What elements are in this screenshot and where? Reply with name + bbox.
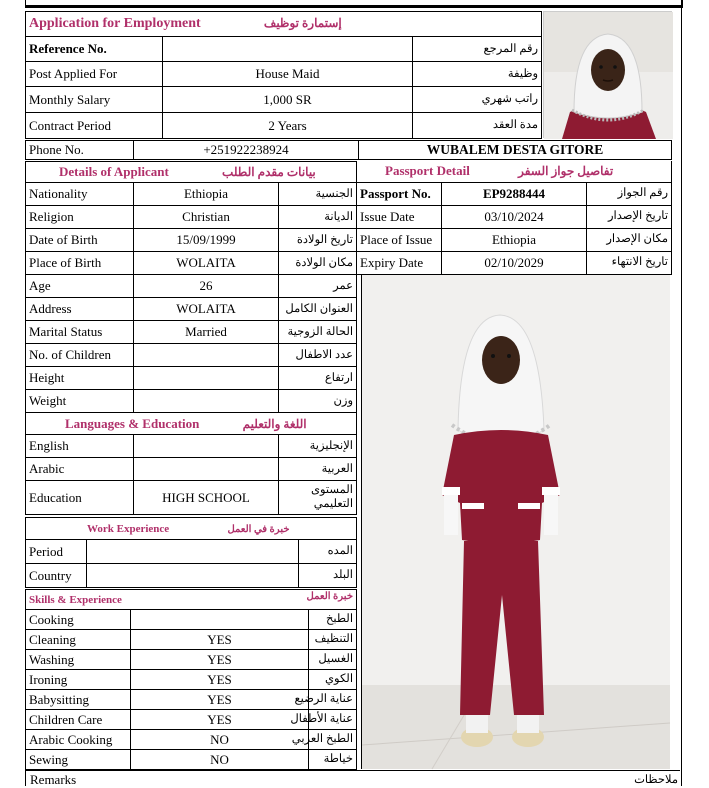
english-value bbox=[134, 435, 279, 458]
nationality-label: Nationality bbox=[26, 183, 134, 206]
sewing-label-ar: خياطة bbox=[309, 750, 357, 770]
age-label-ar: عمر bbox=[279, 275, 357, 298]
applicant-section-title: Details of Applicant bbox=[59, 164, 169, 180]
issue-date-label-ar: تاريخ الإصدار bbox=[587, 205, 672, 228]
country-label-ar: البلد bbox=[299, 564, 357, 588]
remarks-label-ar: ملاحظات bbox=[634, 774, 678, 786]
weight-value bbox=[134, 390, 279, 413]
sewing-label: Sewing bbox=[26, 750, 131, 770]
marital-label-ar: الحالة الزوجية bbox=[279, 321, 357, 344]
expiry-date-label: Expiry Date bbox=[357, 251, 442, 274]
age-label: Age bbox=[26, 275, 134, 298]
cleaning-value: YES bbox=[131, 630, 309, 650]
english-label: English bbox=[26, 435, 134, 458]
applicant-full-body-photo bbox=[361, 275, 669, 769]
applicant-name: WUBALEM DESTA GITORE bbox=[359, 141, 672, 160]
dob-label: Date of Birth bbox=[26, 229, 134, 252]
ironing-label-ar: الكوي bbox=[309, 670, 357, 690]
babysitting-label-ar: عناية الرضيع bbox=[309, 690, 357, 710]
post-value: House Maid bbox=[163, 62, 413, 87]
passport-no-label: Passport No. bbox=[357, 182, 442, 205]
phone-label: Phone No. bbox=[26, 141, 134, 160]
children-care-label: Children Care bbox=[26, 710, 131, 730]
height-value bbox=[134, 367, 279, 390]
address-label-ar: العنوان الكامل bbox=[279, 298, 357, 321]
babysitting-value: YES bbox=[131, 690, 309, 710]
full-body-illustration bbox=[362, 275, 670, 769]
place-of-issue-value: Ethiopia bbox=[442, 228, 587, 251]
arabic-label: Arabic bbox=[26, 458, 134, 481]
passport-section-title-ar: تفاصيل جواز السفر bbox=[518, 164, 614, 179]
skills-table bbox=[25, 589, 357, 770]
right-border bbox=[681, 0, 682, 786]
issue-date-value: 03/10/2024 bbox=[442, 205, 587, 228]
dob-value: 15/09/1999 bbox=[134, 229, 279, 252]
arabic-cooking-value: NO bbox=[131, 730, 309, 750]
weight-label: Weight bbox=[26, 390, 134, 413]
skills-section-title-ar: خبرة العمل bbox=[306, 591, 354, 603]
religion-value: Christian bbox=[134, 206, 279, 229]
nationality-value: Ethiopia bbox=[134, 183, 279, 206]
cleaning-label-ar: التنظيف bbox=[309, 630, 357, 650]
address-label: Address bbox=[26, 298, 134, 321]
english-label-ar: الإنجليزية bbox=[279, 435, 357, 458]
passport-section-title: Passport Detail bbox=[385, 163, 470, 179]
reference-label: Reference No. bbox=[26, 37, 163, 62]
work-section-title-ar: خبرة في العمل bbox=[227, 524, 290, 536]
place-of-issue-label: Place of Issue bbox=[357, 228, 442, 251]
languages-section-title-ar: اللغة والتعليم bbox=[242, 416, 307, 431]
work-experience-table bbox=[25, 517, 357, 588]
ironing-value: YES bbox=[131, 670, 309, 690]
applicant-details-table bbox=[25, 161, 357, 515]
contract-value: 2 Years bbox=[163, 113, 413, 139]
issue-date-label: Issue Date bbox=[357, 205, 442, 228]
post-label: Post Applied For bbox=[26, 62, 163, 87]
marital-label: Marital Status bbox=[26, 321, 134, 344]
children-care-value: YES bbox=[131, 710, 309, 730]
phone-row-table bbox=[25, 140, 672, 160]
cleaning-label: Cleaning bbox=[26, 630, 131, 650]
cooking-value bbox=[131, 610, 309, 630]
place-of-issue-label-ar: مكان الإصدار bbox=[587, 228, 672, 251]
country-value bbox=[87, 564, 299, 588]
applicant-section-title-ar: بيانات مقدم الطلب bbox=[222, 165, 316, 180]
religion-label-ar: الديانة bbox=[279, 206, 357, 229]
salary-label-ar: راتب شهري bbox=[413, 87, 542, 113]
arabic-label-ar: العربية bbox=[279, 458, 357, 481]
babysitting-label: Babysitting bbox=[26, 690, 131, 710]
children-care-label-ar: عناية الأطفال bbox=[309, 710, 357, 730]
children-value bbox=[134, 344, 279, 367]
religion-label: Religion bbox=[26, 206, 134, 229]
sewing-value: NO bbox=[131, 750, 309, 770]
address-value: WOLAITA bbox=[134, 298, 279, 321]
header-table bbox=[25, 11, 542, 139]
marital-value: Married bbox=[134, 321, 279, 344]
phone-value: +251922238924 bbox=[134, 141, 359, 160]
remarks-row bbox=[25, 770, 680, 786]
work-section-title: Work Experience bbox=[87, 523, 170, 536]
top-border bbox=[25, 0, 683, 8]
expiry-date-label-ar: تاريخ الانتهاء bbox=[587, 251, 672, 274]
children-label-ar: عدد الاطفال bbox=[279, 344, 357, 367]
period-label: Period bbox=[26, 540, 87, 564]
cooking-label-ar: الطبخ bbox=[309, 610, 357, 630]
washing-value: YES bbox=[131, 650, 309, 670]
reference-value bbox=[163, 37, 413, 62]
ironing-label: Ironing bbox=[26, 670, 131, 690]
period-value bbox=[87, 540, 299, 564]
washing-label: Washing bbox=[26, 650, 131, 670]
height-label: Height bbox=[26, 367, 134, 390]
contract-label-ar: مدة العقد bbox=[413, 113, 542, 139]
height-label-ar: ارتفاع bbox=[279, 367, 357, 390]
salary-value: 1,000 SR bbox=[163, 87, 413, 113]
passport-no-value: EP9288444 bbox=[442, 182, 587, 205]
arabic-value bbox=[134, 458, 279, 481]
washing-label-ar: الغسيل bbox=[309, 650, 357, 670]
passport-no-label-ar: رقم الجواز bbox=[587, 182, 672, 205]
education-label: Education bbox=[26, 481, 134, 515]
cooking-label: Cooking bbox=[26, 610, 131, 630]
skills-section-title: Skills & Experience bbox=[29, 594, 122, 607]
application-title: Application for Employment bbox=[29, 16, 201, 32]
arabic-cooking-label-ar: الطبخ العربي bbox=[309, 730, 357, 750]
education-label-ar-2: التعليمي bbox=[313, 497, 354, 510]
post-label-ar: وظيفة bbox=[413, 62, 542, 87]
weight-label-ar: وزن bbox=[279, 390, 357, 413]
headshot-illustration bbox=[544, 12, 673, 139]
education-label-ar-1: المستوى bbox=[310, 483, 354, 496]
country-label: Country bbox=[26, 564, 87, 588]
dob-label-ar: تاريخ الولادة bbox=[279, 229, 357, 252]
applicant-headshot-photo bbox=[543, 11, 672, 138]
languages-section-title: Languages & Education bbox=[65, 415, 200, 431]
period-label-ar: المده bbox=[299, 540, 357, 564]
expiry-date-value: 02/10/2029 bbox=[442, 251, 587, 274]
passport-table bbox=[356, 161, 672, 275]
application-title-ar: إستمارة توظيف bbox=[263, 16, 342, 31]
remarks-label: Remarks bbox=[30, 772, 77, 787]
pob-label: Place of Birth bbox=[26, 252, 134, 275]
pob-label-ar: مكان الولادة bbox=[279, 252, 357, 275]
arabic-cooking-label: Arabic Cooking bbox=[26, 730, 131, 750]
education-value: HIGH SCHOOL bbox=[134, 481, 279, 515]
children-label: No. of Children bbox=[26, 344, 134, 367]
pob-value: WOLAITA bbox=[134, 252, 279, 275]
reference-label-ar: رقم المرجع bbox=[413, 37, 542, 62]
contract-label: Contract Period bbox=[26, 113, 163, 139]
nationality-label-ar: الجنسية bbox=[279, 183, 357, 206]
age-value: 26 bbox=[134, 275, 279, 298]
salary-label: Monthly Salary bbox=[26, 87, 163, 113]
